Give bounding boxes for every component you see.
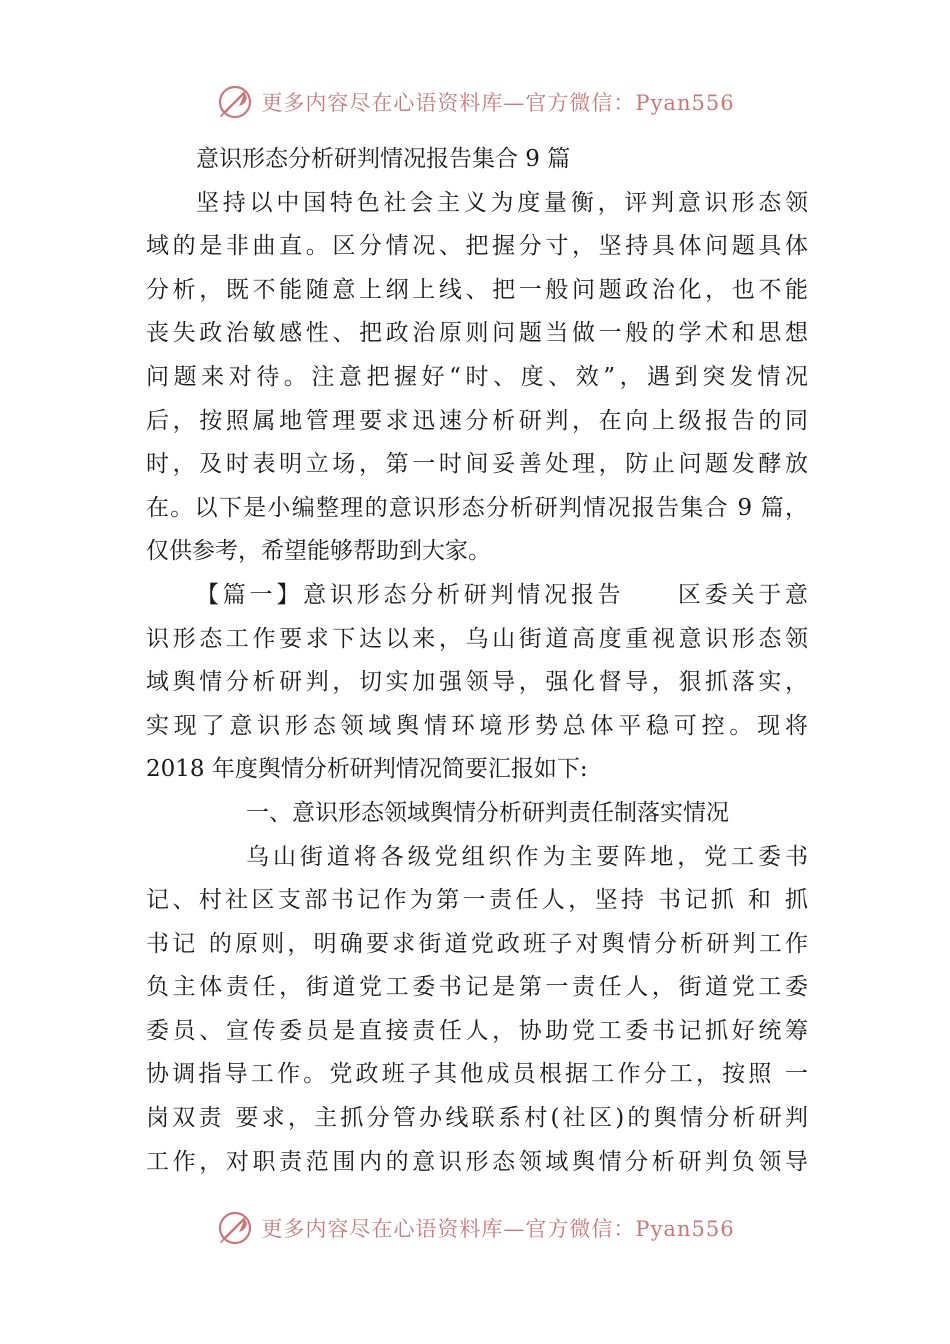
text-line: 坚持以中国特色社会主义为度量衡，评判意识形态领 — [196, 189, 808, 216]
document-body — [146, 138, 808, 1184]
text-line: 时，及时表明立场，第一时间妥善处理，防止问题发酵放 — [146, 451, 808, 478]
text-line: 工作，对职责范围内的意识形态领域舆情分析研判负领导 — [146, 1148, 808, 1175]
watermark-text: 更多内容尽在心语资料库—官方微信：Pyan556 — [261, 91, 735, 115]
footer-watermark-banner — [0, 1206, 950, 1250]
text-line: 分析，既不能随意上纲上线、把一般问题政治化，也不能 — [146, 276, 808, 303]
quill-logo-icon — [215, 1208, 255, 1248]
text-line: 仅供参考，希望能够帮助到大家。 — [146, 538, 491, 565]
document-title: 意识形态分析研判情况报告集合 9 篇 — [196, 146, 571, 172]
section-heading-line: 【篇一】意识形态分析研判情况报告 区委关于意 — [196, 581, 808, 608]
text-line: 委员、宣传委员是直接责任人，协助党工委书记抓好统筹 — [146, 1017, 808, 1044]
text-line: 记、村社区支部书记作为第一责任人，坚持 书记抓 和 抓 — [146, 887, 808, 914]
text-line: 丧失政治敏感性、把政治原则问题当做一般的学术和思想 — [146, 320, 808, 347]
subsection-heading: 一、意识形态领域舆情分析研判责任制落实情况 — [246, 799, 729, 826]
text-line: 识形态工作要求下达以来，乌山街道高度重视意识形态领 — [146, 625, 808, 652]
text-line: 实现了意识形态领域舆情环境形势总体平稳可控。现将 — [146, 712, 808, 739]
text-line: 负主体责任，街道党工委书记是第一责任人，街道党工委 — [146, 974, 808, 1001]
text-line: 后，按照属地管理要求迅速分析研判，在向上级报告的同 — [146, 407, 808, 434]
watermark-text: 更多内容尽在心语资料库—官方微信：Pyan556 — [261, 1217, 735, 1241]
text-line: 在。以下是小编整理的意识形态分析研判情况报告集合 9 篇， — [146, 494, 808, 521]
header-watermark-banner — [0, 80, 950, 124]
text-line: 域的是非曲直。区分情况、把握分寸，坚持具体问题具体 — [146, 233, 808, 260]
quill-logo-icon — [215, 82, 255, 122]
text-line: 乌山街道将各级党组织作为主要阵地，党工委书 — [246, 843, 808, 870]
text-line: 岗双责 要求，主抓分管办线联系村(社区)的舆情分析研判 — [146, 1105, 808, 1132]
text-line: 协调指导工作。党政班子其他成员根据工作分工，按照 一 — [146, 1061, 808, 1088]
text-line: 2018 年度舆情分析研判情况简要汇报如下: — [146, 756, 588, 783]
text-line: 问题来对待。注意把握好“时、度、效”，遇到突发情况 — [146, 363, 808, 390]
text-line: 书记 的原则，明确要求街道党政班子对舆情分析研判工作 — [146, 930, 808, 957]
text-line: 域舆情分析研判，切实加强领导，强化督导，狠抓落实， — [146, 669, 808, 696]
